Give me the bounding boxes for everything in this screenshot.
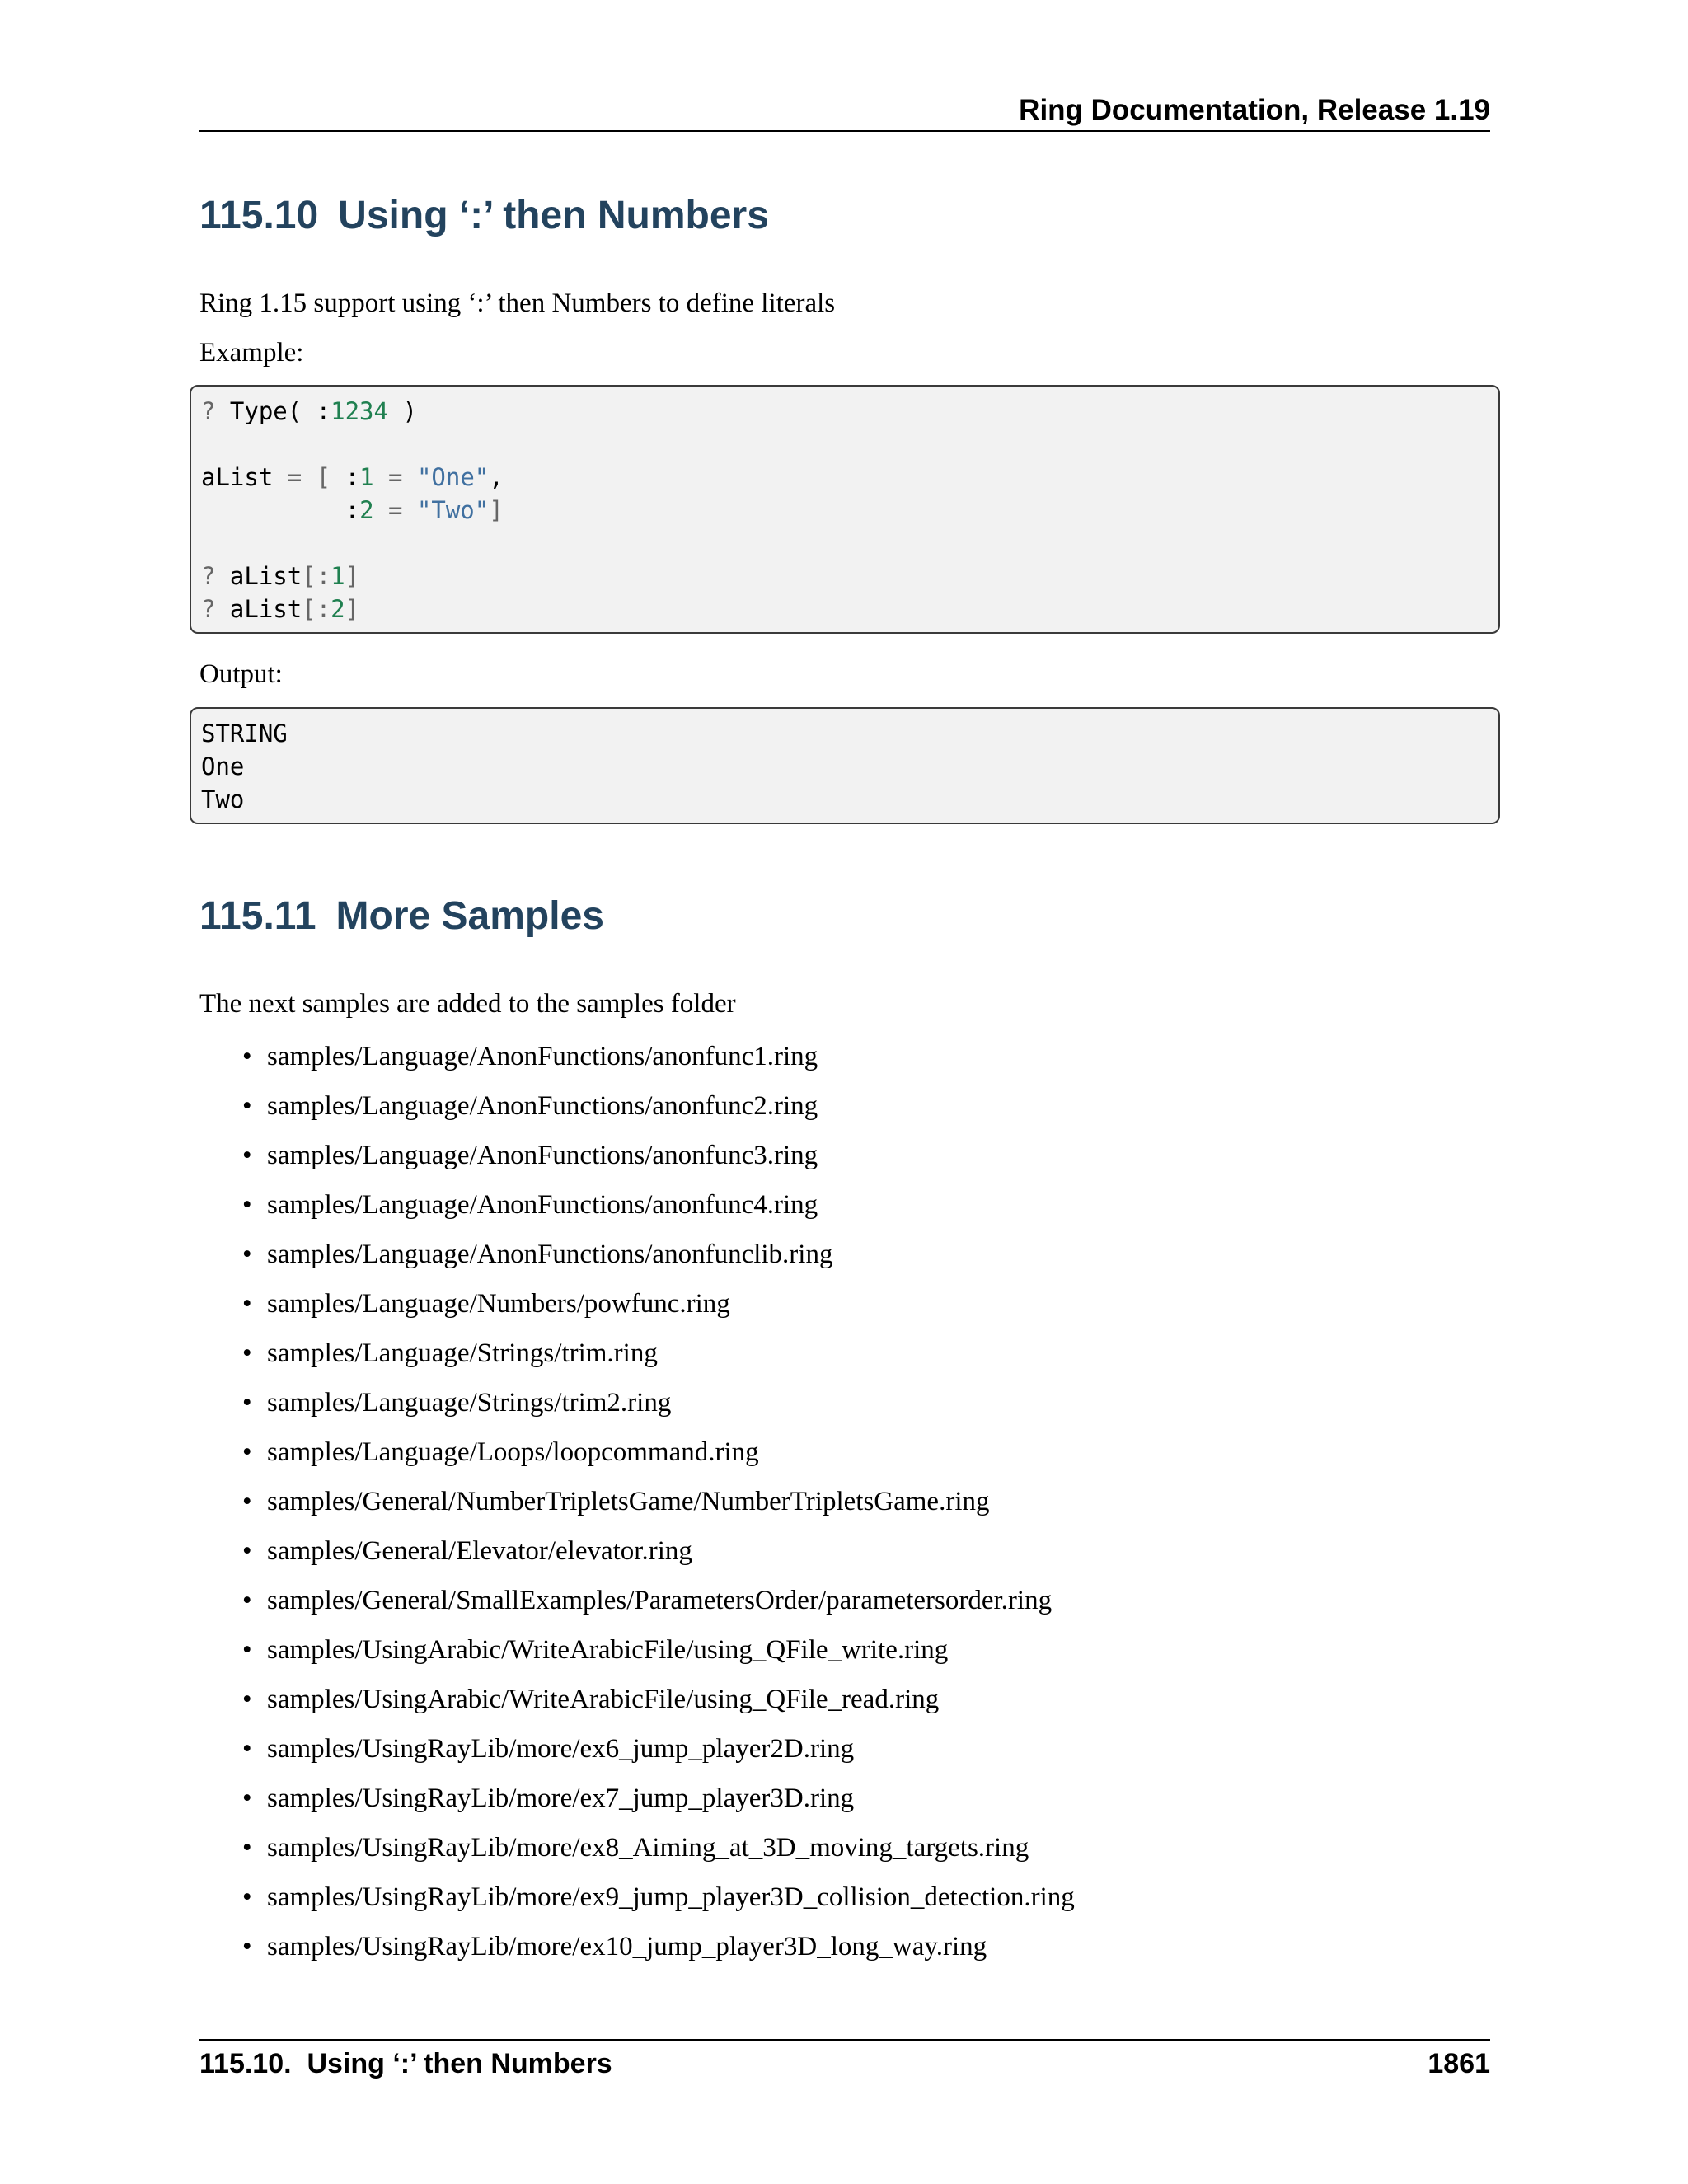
- bullet-icon: •: [242, 1338, 252, 1368]
- code-line: [201, 395, 1489, 428]
- output-line: STRING: [201, 719, 288, 748]
- code-line: [201, 527, 1489, 560]
- section-heading-115-10: [199, 190, 769, 242]
- sample-path: samples/Language/Loops/loopcommand.ring: [267, 1437, 759, 1467]
- list-item: [199, 1879, 1075, 1929]
- sample-path: samples/Language/AnonFunctions/anonfunc3.ring: [267, 1141, 818, 1170]
- sample-path: samples/Language/AnonFunctions/anonfunc2.ring: [267, 1091, 818, 1121]
- code-token: "Two": [416, 496, 490, 524]
- sample-path: samples/General/SmallExamples/ParametersOrder/parametersorder.ring: [267, 1586, 1053, 1615]
- code-line: [201, 428, 1489, 461]
- code-token: aList: [201, 463, 274, 491]
- list-item: [199, 1533, 1075, 1582]
- list-item: [199, 1038, 1075, 1088]
- sample-path: samples/Language/AnonFunctions/anonfunclib.ring: [267, 1240, 833, 1269]
- list-item: [199, 1830, 1075, 1879]
- header-rule: [199, 130, 1490, 132]
- code-token: "One": [416, 463, 490, 491]
- code-token: :: [201, 496, 360, 524]
- code-token: :: [345, 463, 360, 491]
- code-token: ,: [489, 463, 504, 491]
- bullet-icon: •: [242, 1833, 252, 1863]
- example-label: Example:: [199, 338, 304, 368]
- bullet-icon: •: [242, 1190, 252, 1220]
- list-item: [199, 1236, 1075, 1286]
- list-item: [199, 1929, 1075, 1978]
- section2-intro: The next samples are added to the samples folder: [199, 989, 736, 1019]
- code-token: =: [373, 496, 417, 524]
- sample-path: samples/UsingArabic/WriteArabicFile/using_QFile_write.ring: [267, 1635, 949, 1665]
- list-item: [199, 1582, 1075, 1632]
- bullet-icon: •: [242, 1536, 252, 1566]
- code-token: =: [373, 463, 417, 491]
- running-header: Ring Documentation, Release 1.19: [1019, 94, 1490, 126]
- bullet-icon: •: [242, 1437, 252, 1467]
- output-label: Output:: [199, 659, 283, 689]
- bullet-icon: •: [242, 1240, 252, 1269]
- code-token: ]: [345, 562, 360, 590]
- sample-path: samples/Language/AnonFunctions/anonfunc1.ring: [267, 1042, 818, 1071]
- samples-list: [199, 1038, 1075, 1978]
- sample-path: samples/Language/Strings/trim2.ring: [267, 1388, 672, 1418]
- section-number: 115.11: [199, 894, 316, 938]
- sample-path: samples/General/Elevator/elevator.ring: [267, 1536, 692, 1566]
- sample-path: samples/UsingRayLib/more/ex6_jump_player2D.ring: [267, 1734, 855, 1764]
- sample-path: samples/General/NumberTripletsGame/NumberTripletsGame.ring: [267, 1487, 990, 1516]
- bullet-icon: •: [242, 1042, 252, 1071]
- sample-path: samples/Language/Strings/trim.ring: [267, 1338, 658, 1368]
- list-item: [199, 1483, 1075, 1533]
- code-block-example[interactable]: [190, 385, 1500, 634]
- code-token: Type( :: [229, 397, 331, 425]
- list-item: [199, 1434, 1075, 1483]
- list-item: [199, 1780, 1075, 1830]
- code-block-output[interactable]: [190, 707, 1500, 824]
- bullet-icon: •: [242, 1091, 252, 1121]
- code-token: 2: [359, 496, 374, 524]
- list-item: [199, 1335, 1075, 1385]
- code-token: ]: [489, 496, 504, 524]
- code-line: [201, 560, 1489, 593]
- sample-path: samples/Language/Numbers/powfunc.ring: [267, 1289, 730, 1319]
- code-token: [:: [302, 562, 331, 590]
- bullet-icon: •: [242, 1635, 252, 1665]
- page-number: 1861: [1428, 2048, 1490, 2079]
- bullet-icon: •: [242, 1882, 252, 1912]
- section1-intro: Ring 1.15 support using ‘:’ then Numbers to define literals: [199, 288, 836, 318]
- code-line: [201, 494, 1489, 527]
- list-item: [199, 1731, 1075, 1780]
- list-item: [199, 1088, 1075, 1137]
- code-token: 1: [331, 562, 345, 590]
- list-item: [199, 1137, 1075, 1187]
- sample-path: samples/UsingRayLib/more/ex10_jump_player3D_long_way.ring: [267, 1932, 987, 1961]
- bullet-icon: •: [242, 1734, 252, 1764]
- code-token: ): [387, 397, 417, 425]
- sample-path: samples/UsingRayLib/more/ex9_jump_player3D_collision_detection.ring: [267, 1882, 1075, 1912]
- section-heading-115-11: [199, 890, 604, 943]
- bullet-icon: •: [242, 1487, 252, 1516]
- section-title: Using ‘:’ then Numbers: [338, 194, 769, 237]
- bullet-icon: •: [242, 1932, 252, 1961]
- bullet-icon: •: [242, 1685, 252, 1714]
- bullet-icon: •: [242, 1141, 252, 1170]
- sample-path: samples/UsingArabic/WriteArabicFile/using_QFile_read.ring: [267, 1685, 940, 1714]
- list-item: [199, 1286, 1075, 1335]
- list-item: [199, 1632, 1075, 1681]
- code-token: aList: [229, 562, 302, 590]
- footer-section-title: 115.10. Using ‘:’ then Numbers: [199, 2048, 612, 2079]
- sample-path: samples/UsingRayLib/more/ex8_Aiming_at_3D_moving_targets.ring: [267, 1833, 1029, 1863]
- sample-path: samples/UsingRayLib/more/ex7_jump_player3D.ring: [267, 1783, 855, 1813]
- code-token: 1: [359, 463, 374, 491]
- output-line: Two: [201, 785, 245, 813]
- code-token: [:: [302, 595, 331, 623]
- bullet-icon: •: [242, 1586, 252, 1615]
- document-page: [199, 0, 1490, 2184]
- bullet-icon: •: [242, 1289, 252, 1319]
- bullet-icon: •: [242, 1388, 252, 1418]
- code-token: aList: [229, 595, 302, 623]
- code-token: ?: [201, 595, 230, 623]
- code-line: [201, 593, 1489, 626]
- code-token: ]: [345, 595, 360, 623]
- bullet-icon: •: [242, 1783, 252, 1813]
- list-item: [199, 1681, 1075, 1731]
- code-token: ?: [201, 397, 230, 425]
- list-item: [199, 1187, 1075, 1236]
- output-line: One: [201, 752, 245, 780]
- list-item: [199, 1385, 1075, 1434]
- code-token: 1234: [331, 397, 388, 425]
- footer-rule: [199, 2039, 1490, 2041]
- section-number: 115.10: [199, 194, 319, 237]
- code-token: ?: [201, 562, 230, 590]
- code-token: = [: [273, 463, 345, 491]
- section-title: More Samples: [335, 894, 604, 938]
- code-line: [201, 461, 1489, 494]
- sample-path: samples/Language/AnonFunctions/anonfunc4.ring: [267, 1190, 818, 1220]
- code-token: 2: [331, 595, 345, 623]
